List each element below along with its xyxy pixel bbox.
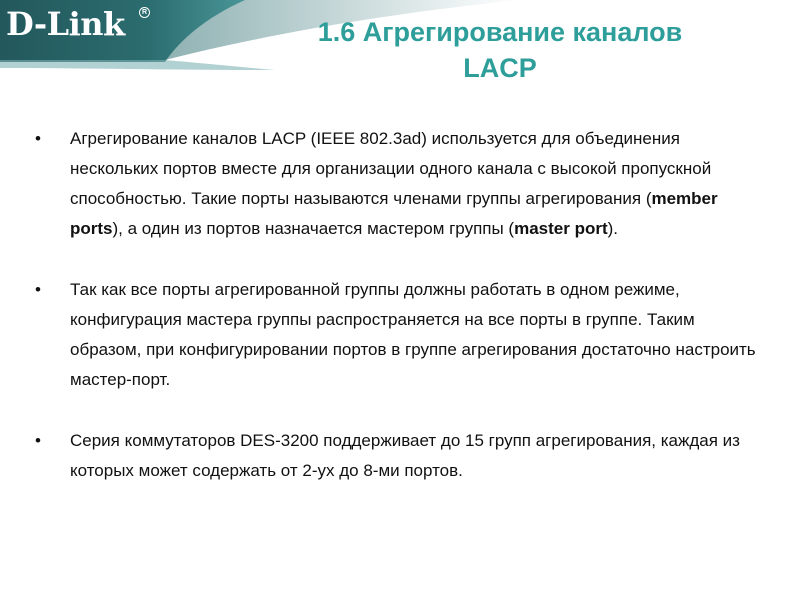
bullet-dot-icon: • [35,280,41,299]
bullet-dot-icon: • [35,431,41,450]
bullet-dot-icon: • [35,129,41,148]
term-member-ports: member ports [70,189,718,238]
bullet-text: ), а один из портов назначается мастером группы ( [112,219,515,238]
registered-trademark-icon: R [139,7,150,18]
bullet-text: Серия коммутаторов DES-3200 поддерживает до 15 групп агрегирования, каждая из которых может содержать от 2-ух до 8-ми портов. [70,431,740,480]
term-master-port: master port [514,219,608,238]
title-line-1: 1.6 Агрегирование каналов [317,17,683,47]
bullet-list [28,124,768,517]
bullet-text: Агрегирование каналов LACP (IEEE 802.3ad) используется для объединения нескольких портов вместе для организации одного канала с высокой пропускной способностью. Такие порты называются членами группы агрегирования ( [70,129,712,208]
bullet-item [28,426,768,486]
bullet-text: ). [607,219,619,238]
dlink-logo: D-Link [6,5,125,43]
title-line-2: LACP [463,53,537,83]
bullet-item [28,275,768,395]
bullet-text: Так как все порты агрегированной группы должны работать в одном режиме, конфигурация мастера группы распространяется на все порты в группе. Таким образом, при конфигурировании портов в группе агрегирования достаточно настроить мастер-порт. [70,280,756,389]
page-title [230,14,770,86]
bullet-item [28,124,768,244]
